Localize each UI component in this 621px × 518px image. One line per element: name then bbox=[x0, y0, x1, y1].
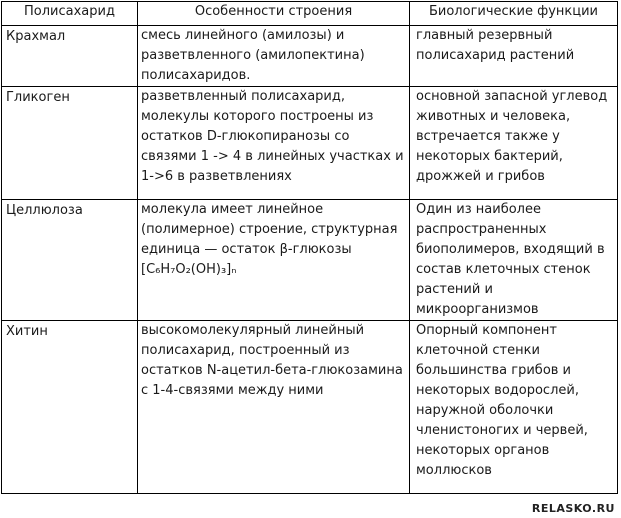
table-row bbox=[2, 87, 618, 200]
polysaccharide-table bbox=[1, 1, 618, 494]
polysaccharide-name: Крахмал bbox=[2, 26, 138, 87]
header-polysaccharide: Полисахарид bbox=[2, 2, 138, 26]
structure-cell: молекула имеет линейное (полимерное) строение, структурная единица — остаток β-глюкозы [C₆H₇O₂(OH)₃]ₙ bbox=[138, 200, 410, 321]
site-watermark: RELASKO.RU bbox=[531, 502, 615, 515]
table-row bbox=[2, 321, 618, 494]
polysaccharide-name: Гликоген bbox=[2, 87, 138, 200]
header-structure: Особенности строения bbox=[138, 2, 410, 26]
table-row bbox=[2, 200, 618, 321]
structure-cell: разветвленный полисахарид, молекулы которого построены из остатков D-глюкопиранозы со связями 1 -> 4 в линейных участках и 1->6 в разветвлениях bbox=[138, 87, 410, 200]
function-cell: главный резервный полисахарид растений bbox=[410, 26, 618, 87]
table-row bbox=[2, 26, 618, 87]
polysaccharide-name: Хитин bbox=[2, 321, 138, 494]
structure-cell: высокомолекулярный линейный полисахарид, построенный из остатков N-ацетил-бета-глюкозамина с 1-4-связями между ними bbox=[138, 321, 410, 494]
function-cell: Один из наиболее распространенных биополимеров, входящий в состав клеточных стенок растений и микроорганизмов bbox=[410, 200, 618, 321]
table-header-row bbox=[2, 2, 618, 26]
structure-cell: смесь линейного (амилозы) и разветвленного (амилопектина) полисахаридов. bbox=[138, 26, 410, 87]
function-cell: Опорный компонент клеточной стенки большинства грибов и некоторых водорослей, наружной оболочки членистоногих и червей, некоторых органов моллюсков bbox=[410, 321, 618, 494]
header-functions: Биологические функции bbox=[410, 2, 618, 26]
polysaccharide-name: Целлюлоза bbox=[2, 200, 138, 321]
function-cell: основной запасной углевод животных и человека, встречается также у некоторых бактерий, дрожжей и грибов bbox=[410, 87, 618, 200]
